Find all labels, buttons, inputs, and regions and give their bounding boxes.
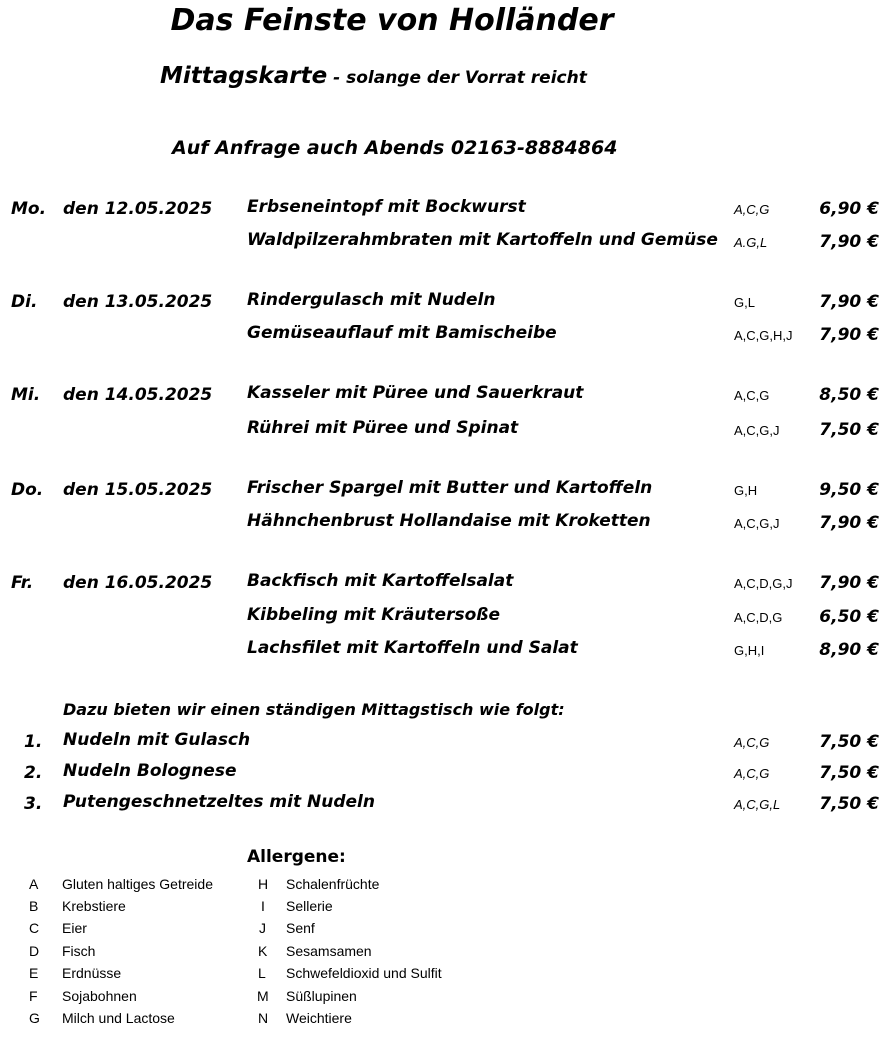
dish-allergens: G,H,I	[734, 643, 765, 658]
dish-price: 7,50 €	[819, 732, 879, 752]
dish-price: 8,50 €	[819, 385, 879, 405]
dish-allergens: A,C,G,J	[734, 516, 780, 531]
dish-allergens: A,C,G	[734, 735, 770, 750]
day-label: Di.	[11, 292, 38, 312]
day-label: Mi.	[11, 385, 41, 405]
day-date: den 13.05.2025	[63, 292, 213, 312]
dish-price: 7,90 €	[819, 513, 879, 533]
permanent-heading: Dazu bieten wir einen ständigen Mittagstisch wie folgt:	[63, 700, 565, 719]
allergen-code-letter: M	[257, 988, 269, 1004]
allergen-label: Schalenfrüchte	[286, 876, 380, 892]
allergen-code-letter: K	[258, 943, 268, 959]
dish-allergens: G,H	[734, 483, 758, 498]
allergen-code-letter: G	[29, 1010, 40, 1026]
dish-name: Backfisch mit Kartoffelsalat	[247, 571, 514, 591]
dish-price: 7,90 €	[819, 292, 879, 312]
allergen-code-letter: F	[29, 988, 38, 1004]
allergen-label: Erdnüsse	[62, 965, 122, 981]
dish-allergens: G,L	[734, 295, 755, 310]
dish-name: Erbseneintopf mit Bockwurst	[247, 197, 526, 217]
allergen-label: Süßlupinen	[286, 988, 357, 1004]
allergen-code-letter: N	[258, 1010, 269, 1026]
allergen-code-letter: C	[29, 920, 40, 936]
dish-allergens: A,C,D,G	[734, 610, 783, 625]
dish-allergens: A.G,L	[734, 235, 768, 250]
dish-allergens: A,C,G,H,J	[734, 328, 793, 343]
allergen-label: Weichtiere	[286, 1010, 352, 1026]
allergen-code-letter: B	[29, 898, 39, 914]
list-number: 1.	[24, 732, 43, 752]
allergen-label: Krebstiere	[62, 898, 126, 914]
dish-allergens: A,C,G,J	[734, 423, 780, 438]
day-date: den 16.05.2025	[63, 573, 213, 593]
dish-name: Kibbeling mit Kräutersoße	[247, 605, 501, 625]
allergen-label: Gluten haltiges Getreide	[62, 876, 213, 892]
day-date: den 12.05.2025	[63, 199, 213, 219]
allergen-code-letter: H	[258, 876, 269, 892]
subtitle-main: Mittagskarte	[160, 63, 328, 89]
contact-line: Auf Anfrage auch Abends 02163-8884864	[172, 137, 618, 159]
allergen-label: Sellerie	[286, 898, 333, 914]
dish-price: 9,50 €	[819, 480, 879, 500]
dish-name: Frischer Spargel mit Butter und Kartoffeln	[247, 478, 653, 498]
allergen-code-letter: J	[259, 920, 266, 936]
list-number: 3.	[24, 794, 43, 814]
menu-title: Das Feinste von Holländer	[170, 3, 614, 38]
menu-subtitle	[160, 63, 587, 89]
allergens-title: Allergene:	[247, 847, 346, 867]
allergen-label: Sojabohnen	[62, 988, 137, 1004]
allergen-label: Sesamsamen	[286, 943, 372, 959]
allergen-code-letter: D	[29, 943, 40, 959]
dish-price: 6,50 €	[819, 607, 879, 627]
dish-allergens: A,C,G,L	[734, 797, 781, 812]
allergen-code-letter: L	[258, 965, 266, 981]
allergen-code-letter: I	[261, 898, 265, 914]
dish-price: 7,90 €	[819, 325, 879, 345]
dish-price: 7,90 €	[819, 573, 879, 593]
day-label: Fr.	[11, 573, 34, 593]
day-label: Mo.	[11, 199, 47, 219]
dish-allergens: A,C,G	[734, 766, 770, 781]
allergen-label: Senf	[286, 920, 315, 936]
dish-allergens: A,C,D,G,J	[734, 576, 793, 591]
permanent-dish-name: Nudeln mit Gulasch	[63, 730, 251, 750]
dish-price: 6,90 €	[819, 199, 879, 219]
dish-name: Hähnchenbrust Hollandaise mit Kroketten	[247, 511, 651, 531]
day-label: Do.	[11, 480, 44, 500]
dish-price: 7,50 €	[819, 794, 879, 814]
day-date: den 15.05.2025	[63, 480, 213, 500]
allergen-code-letter: A	[29, 876, 39, 892]
dish-name: Kasseler mit Püree und Sauerkraut	[247, 383, 584, 403]
dish-price: 7,50 €	[819, 763, 879, 783]
dish-price: 7,50 €	[819, 420, 879, 440]
list-number: 2.	[24, 763, 43, 783]
allergen-label: Fisch	[62, 943, 96, 959]
dish-allergens: A,C,G	[734, 388, 770, 403]
permanent-dish-name: Putengeschnetzeltes mit Nudeln	[63, 792, 375, 812]
dish-name: Lachsfilet mit Kartoffeln und Salat	[247, 638, 578, 658]
dish-name: Waldpilzerahmbraten mit Kartoffeln und Gemüse	[247, 230, 718, 250]
allergen-code-letter: E	[29, 965, 39, 981]
allergen-label: Eier	[62, 920, 87, 936]
subtitle-tail: - solange der Vorrat reicht	[327, 68, 587, 88]
day-date: den 14.05.2025	[63, 385, 213, 405]
dish-name: Rührei mit Püree und Spinat	[247, 418, 519, 438]
permanent-dish-name: Nudeln Bolognese	[63, 761, 237, 781]
allergen-label: Schwefeldioxid und Sulfit	[286, 965, 442, 981]
dish-price: 7,90 €	[819, 232, 879, 252]
dish-name: Gemüseauflauf mit Bamischeibe	[247, 323, 557, 343]
allergen-label: Milch und Lactose	[62, 1010, 175, 1026]
dish-allergens: A,C,G	[734, 202, 770, 217]
dish-price: 8,90 €	[819, 640, 879, 660]
dish-name: Rindergulasch mit Nudeln	[247, 290, 496, 310]
